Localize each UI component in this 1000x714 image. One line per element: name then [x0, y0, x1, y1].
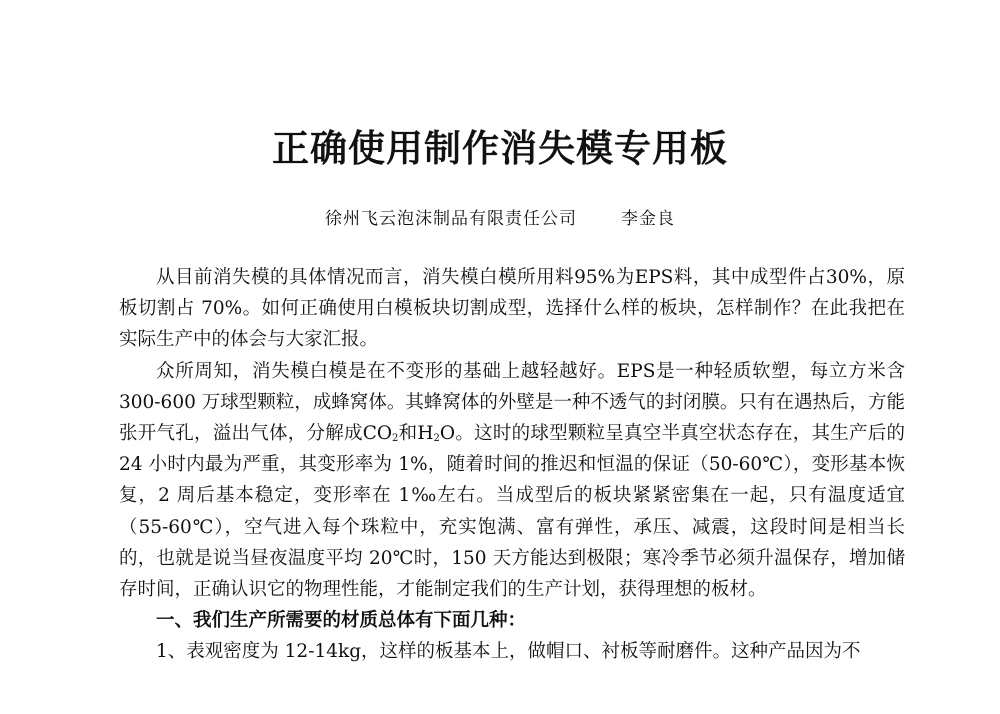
paragraph-2-part-c: O。这时的球型颗粒呈真空半真空状态存在，其生产后的 24 小时内最为严重，其变形率为 1%，随着时间的推迟和恒温的保证（50-60℃），变形基本恢复，2 周后基本稳定，变形率在 1‰左右。当成型后的板块紧紧密集在一起，只有温度适宜（55-60℃），空气进入每个珠粒中，充实饱满、富有弹性，承压、减震，这段时间是相当长的，也就是说当昼夜温度平均 20℃时，150 天方能达到极限；寒冷季节必须升温保存，增加储存时间，正确认识它的物理性能，才能制定我们的生产计划，获得理想的板材。: [119, 423, 906, 601]
author-name: 李金良: [621, 209, 675, 229]
paragraph-1: 从目前消失模的具体情况而言，消失模白模所用料95%为EPS料，其中成型件占30%，原板切割占 70%。如何正确使用白模板块切割成型，选择什么样的板块，怎样制作？在此我把在实际生产中的体会与大家汇报。: [119, 267, 905, 351]
paragraph-2-part-b: 和H: [398, 423, 434, 445]
subscript: 2: [392, 433, 399, 445]
paragraph-2-part-a: 众所周知，消失模白模是在不变形的基础上越轻越好。EPS是一种轻质软塑，每立方米含 300-600 万球型颗粒，成蜂窝体。其蜂窝体的外壁是一种不透气的封闭膜。只有在遇热后，方能张开气孔，溢出气体，分解成CO: [119, 360, 905, 445]
subscript: 2: [433, 433, 440, 445]
document-body: [119, 262, 905, 668]
section-heading-1: 一、我们生产所需要的材质总体有下面几种：: [156, 610, 527, 632]
paragraph-2: [119, 356, 905, 606]
document-title: 正确使用制作消失模专用板: [272, 127, 728, 170]
byline: [0, 204, 1000, 229]
company-name: 徐州飞云泡沫制品有限责任公司: [325, 209, 577, 229]
paragraph-3: 1、表观密度为 12-14kg，这样的板基本上，做帽口、衬板等耐磨件。这种产品因为不: [156, 641, 861, 663]
